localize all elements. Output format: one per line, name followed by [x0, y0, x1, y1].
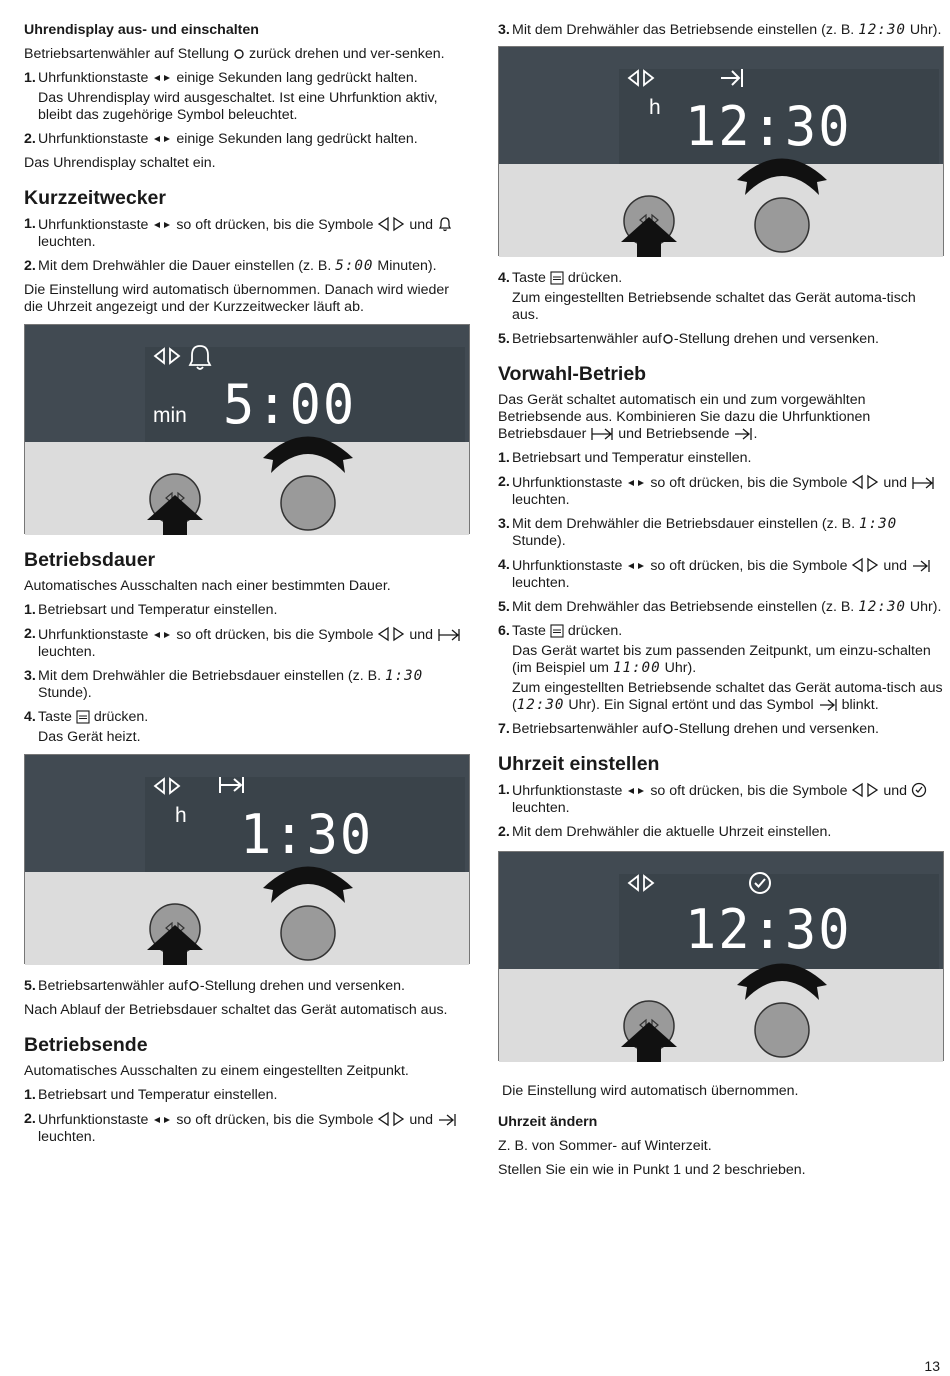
- end-time-icon: [911, 559, 931, 573]
- duration-icon: [437, 628, 461, 642]
- step-item: 2. Mit dem Drehwähler die aktuelle Uhrzeit einstellen.: [498, 824, 832, 840]
- clock-arrows-icon: [155, 779, 179, 793]
- step-item: 5. Betriebsartenwähler auf -Stellung drehen und versenken.: [498, 331, 879, 347]
- step-item: 2. Uhrfunktionstaste einige Sekunden lang gedrückt halten.: [24, 131, 418, 147]
- step-item: 1. Uhrfunktionstaste einige Sekunden lang gedrückt halten. Das Uhrendisplay wird ausgeschaltet. Ist eine Uhrfunktion aktiv, bleibt das zugehörige Symbol beleuchtet.: [24, 70, 438, 123]
- clock-icon: [750, 873, 770, 893]
- step-item: 5. Betriebsartenwähler auf -Stellung drehen und versenken.: [24, 978, 405, 994]
- step-item: 5. Mit dem Drehwähler das Betriebsende einstellen (z. B. 12:30 Uhr).: [498, 599, 942, 615]
- clock-arrows-icon: [851, 474, 879, 490]
- clock-function-key-icon: [152, 1113, 172, 1127]
- step-item: 7. Betriebsartenwähler auf -Stellung drehen und versenken.: [498, 721, 879, 737]
- clock-arrows-icon: [629, 71, 653, 85]
- rotate-arrow-icon: [737, 159, 827, 196]
- clock-function-key-icon: [152, 71, 172, 85]
- step-item: 2. Uhrfunktionstaste so oft drücken, bis die Symbole und leuchten.: [24, 1111, 470, 1146]
- rotary-knob[interactable]: [737, 964, 827, 1058]
- clock-arrows-icon: [377, 216, 405, 232]
- paragraph: Betriebsartenwähler auf Stellung zurück drehen und ver-senken.: [24, 46, 445, 62]
- step-item: 4. Uhrfunktionstaste so oft drücken, bis die Symbole und leuchten.: [498, 557, 944, 592]
- rotary-knob[interactable]: [263, 867, 353, 961]
- paragraph: Das Gerät schaltet automatisch ein und zum vorgewählten Betriebsende aus. Kombinieren Sie dazu die Uhrfunktionen Betriebsdauer und Betriebsende .: [498, 392, 871, 442]
- section-title-kurzzeitwecker: Kurzzeitwecker: [24, 187, 166, 209]
- duration-icon: [220, 777, 243, 793]
- section-title-vorwahl-betrieb: Vorwahl-Betrieb: [498, 363, 647, 385]
- step-item: 1. Uhrfunktionstaste so oft drücken, bis die Symbole und leuchten.: [24, 216, 470, 251]
- step-item: 4. Taste drücken. Das Gerät heizt.: [24, 709, 149, 745]
- section-title-uhrzeit-einstellen: Uhrzeit einstellen: [498, 753, 660, 775]
- clock-arrows-icon: [629, 876, 653, 890]
- end-time-icon: [437, 1113, 457, 1127]
- right-column: 3. Mit dem Drehwähler das Betriebsende einstellen (z. B. 12:30 Uhr). h 12:30 4. Taste drücken. Zum eingestellten Betriebsende schaltet das Gerät automa-tisch aus. 5. Betriebsartenwähler auf -Stellung drehen und versenken. Vorwahl-Betrieb Das Gerät schaltet automatisch ein und zum vorgewählten Betriebsende aus. Kombinieren Sie dazu die Uhrfunktionen Betriebsdauer und Betriebsende . 1. Betriebsart und Temperatur einstellen. 2. Uhrfunktionstaste so oft drücken, bis die Symbole und leuchten. 3. Mit dem Drehwähler die Betriebsdauer einstellen (z. B. 1:30 Stunde). 4. Uhrfunktionstaste so oft drücken, bis die Symbole und leuchten. 5. Mit dem Drehwähler das Betriebsende einstellen (z. B. 12:30 Uhr). 6. Taste drücken. Das Gerät wartet bis zum passenden Zeitpunkt, um einzu-schalten (im Beispiel um 11:00 Uhr). Zum eingestellten Betriebsende schaltet das Gerät automa-tisch aus (12:30 Uhr). Ein Signal ertönt und das Symbol blinkt. 7. Betriebsartenwähler auf -Stellung drehen und versenken. Uhrzeit einstellen 1. Uhrfunktionstaste so oft drücken, bis die Symbole und leuchten. 2. Mit dem Drehwähler die aktuelle Uhrzeit einstellen. 12:30 Die Einstellung wird automatisch übernommen. Uhrzeit ändern Z. B. von Sommer- auf Winterzeit. Stellen Sie ein wie in Punkt 1 und 2 beschrieben.: [498, 22, 944, 1186]
- zero-position-icon: [662, 332, 674, 346]
- control-panel-timer: min 5:00: [24, 324, 470, 534]
- step-item: 4. Taste drücken. Zum eingestellten Betriebsende schaltet das Gerät automa-tisch aus.: [498, 270, 916, 323]
- step-item: 1. Betriebsart und Temperatur einstellen.: [498, 450, 752, 466]
- section-title-betriebsdauer: Betriebsdauer: [24, 549, 156, 571]
- start-key-icon: [550, 624, 564, 638]
- step-item: 2. Uhrfunktionstaste so oft drücken, bis die Symbole und leuchten.: [498, 474, 944, 509]
- end-time-icon: [721, 69, 742, 87]
- clock-function-key-icon: [626, 559, 646, 573]
- left-column: Uhrendisplay aus- und einschalten Betriebsartenwähler auf Stellung zurück drehen und ver-senken. 1. Uhrfunktionstaste einige Sekunden lang gedrückt halten. Das Uhrendisplay wird ausgeschaltet. Ist eine Uhrfunktion aktiv, bleibt das zugehörige Symbol beleuchtet. 2. Uhrfunktionstaste einige Sekunden lang gedrückt halten. Das Uhrendisplay schaltet ein. Kurzzeitwecker 1. Uhrfunktionstaste so oft drücken, bis die Symbole und leuchten. 2. Mit dem Drehwähler die Dauer einstellen (z. B. 5:00 Minuten). Die Einstellung wird automatisch übernommen. Danach wird wieder die Uhrzeit angezeigt und der Kurzzeitwecker läuft ab. min 5:00 Betriebsdauer Automatisches Ausschalten nach einer bestimmten Dauer. 1. Betriebsart und Temperatur einstellen. 2. Uhrfunktionstaste so oft drücken, bis die Symbole und leuchten. 3. Mit dem Drehwähler die Betriebsdauer einstellen (z. B. 1:30 Stunde). 4. Taste drücken. Das Gerät heizt. h 1:30 5. Betriebsartenwähler auf -Stellung drehen und versenken. Nach Ablauf der Betriebsdauer schaltet das Gerät automatisch aus. Betriebsende Automatisches Ausschalten zu einem eingestellten Zeitpunkt. 1. Betriebsart und Temperatur einstellen. 2. Uhrfunktionstaste so oft drücken, bis die Symbole und leuchten.: [24, 22, 470, 1153]
- clock-function-key-icon: [152, 218, 172, 232]
- rotate-arrow-icon: [737, 964, 827, 1001]
- zero-position-icon: [662, 722, 674, 736]
- step-item: 2. Uhrfunktionstaste so oft drücken, bis die Symbole und leuchten.: [24, 626, 470, 661]
- clock-function-key-icon: [626, 784, 646, 798]
- control-panel-duration: h 1:30: [24, 754, 470, 964]
- zero-position-icon: [188, 979, 200, 993]
- clock-arrows-icon: [377, 1111, 405, 1127]
- rotary-knob[interactable]: [737, 159, 827, 253]
- step-item: 3. Mit dem Drehwähler das Betriebsende einstellen (z. B. 12:30 Uhr).: [498, 22, 942, 38]
- step-item: 2. Mit dem Drehwähler die Dauer einstellen (z. B. 5:00 Minuten).: [24, 258, 437, 274]
- duration-icon: [590, 427, 614, 441]
- duration-icon: [911, 476, 935, 490]
- clock-arrows-icon: [851, 557, 879, 573]
- step-item: 1. Uhrfunktionstaste so oft drücken, bis die Symbole und leuchten.: [498, 782, 944, 817]
- rotary-knob[interactable]: [263, 437, 353, 531]
- control-panel-clock: 12:30: [498, 851, 944, 1061]
- clock-arrows-icon: [377, 626, 405, 642]
- page-number: 13: [924, 1358, 940, 1374]
- control-panel-end-time: h 12:30: [498, 46, 944, 256]
- step-item: 1. Betriebsart und Temperatur einstellen.: [24, 602, 278, 618]
- clock-arrows-icon: [851, 782, 879, 798]
- step-item: 1. Betriebsart und Temperatur einstellen.: [24, 1087, 278, 1103]
- step-item: 3. Mit dem Drehwähler die Betriebsdauer einstellen (z. B. 1:30 Stunde).: [24, 668, 424, 701]
- end-time-icon: [818, 698, 838, 712]
- clock-function-key-icon: [152, 628, 172, 642]
- clock-arrows-icon: [155, 349, 179, 363]
- clock-function-key-icon: [626, 476, 646, 490]
- zero-position-icon: [233, 47, 245, 61]
- section-title-uhrzeit-aendern: Uhrzeit ändern: [498, 1114, 598, 1130]
- step-item: 3. Mit dem Drehwähler die Betriebsdauer einstellen (z. B. 1:30 Stunde).: [498, 516, 898, 549]
- end-time-icon: [733, 427, 753, 441]
- step-item: 6. Taste drücken. Das Gerät wartet bis zum passenden Zeitpunkt, um einzu-schalten (im Beispiel um 11:00 Uhr). Zum eingestellten Betriebsende schaltet das Gerät automa-tisch aus (12:30 Uhr). Ein Signal ertönt und das Symbol blinkt.: [498, 623, 943, 713]
- rotate-arrow-icon: [263, 867, 353, 904]
- clock-icon: [911, 782, 927, 798]
- section-title-betriebsende: Betriebsende: [24, 1034, 148, 1056]
- section-title-display-on-off: Uhrendisplay aus- und einschalten: [24, 22, 259, 38]
- bell-icon: [190, 346, 210, 369]
- rotate-arrow-icon: [263, 437, 353, 474]
- start-key-icon: [76, 710, 90, 724]
- clock-function-key-icon: [152, 132, 172, 146]
- bell-icon: [437, 216, 453, 232]
- start-key-icon: [550, 271, 564, 285]
